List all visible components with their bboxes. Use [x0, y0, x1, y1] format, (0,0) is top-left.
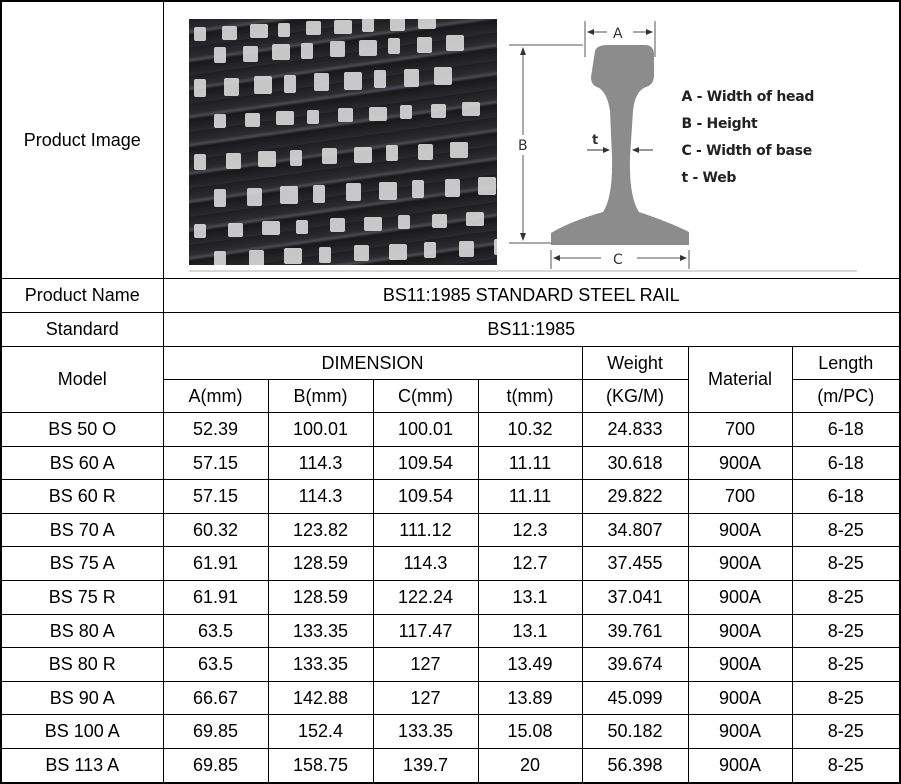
rail-end-highlight — [354, 147, 372, 163]
dim-label-t: t — [591, 133, 598, 148]
model-cell: BS 80 R — [1, 648, 163, 682]
dim-b-cell: 128.59 — [268, 547, 373, 581]
weight-cell: 29.822 — [582, 480, 688, 514]
length-cell: 8-25 — [792, 715, 900, 749]
length-cell: 8-25 — [792, 681, 900, 715]
rail-end-highlight — [222, 26, 237, 40]
model-cell: BS 113 A — [1, 748, 163, 782]
rail-end-highlight — [278, 23, 290, 37]
diagram-legend — [682, 84, 815, 192]
dim-a-cell: 57.15 — [163, 480, 268, 514]
rail-end-highlight — [412, 180, 424, 198]
length-cell: 8-25 — [792, 748, 900, 782]
dim-b-cell: 152.4 — [268, 715, 373, 749]
table-row — [1, 480, 900, 514]
rail-end-highlight — [194, 224, 206, 238]
rail-end-highlight — [334, 20, 352, 34]
rail-end-highlight — [284, 75, 296, 93]
rail-end-highlight — [466, 212, 484, 226]
dim-a-cell: 66.67 — [163, 681, 268, 715]
table-row — [1, 715, 900, 749]
dim-b-cell: 100.01 — [268, 413, 373, 447]
rail-end-highlight — [338, 108, 353, 122]
header-row-1 — [1, 347, 900, 380]
dim-t-cell: 13.89 — [478, 681, 582, 715]
dim-c-cell: 127 — [373, 681, 478, 715]
weight-cell: 56.398 — [582, 748, 688, 782]
model-cell: BS 75 A — [1, 547, 163, 581]
rail-end-highlight — [247, 188, 262, 206]
material-cell: 700 — [688, 480, 792, 514]
dim-b-cell: 158.75 — [268, 748, 373, 782]
rail-end-highlight — [249, 250, 264, 266]
dim-a-cell: 52.39 — [163, 413, 268, 447]
material-cell: 900A — [688, 580, 792, 614]
table-row — [1, 580, 900, 614]
product-name-row — [1, 279, 900, 313]
rail-end-highlight — [243, 46, 258, 62]
table-row — [1, 547, 900, 581]
table-row — [1, 748, 900, 782]
rail-end-highlight — [194, 154, 206, 170]
table-row — [1, 413, 900, 447]
weight-cell: 37.041 — [582, 580, 688, 614]
dim-c-cell: 111.12 — [373, 513, 478, 547]
weight-header: Weight — [582, 347, 688, 380]
rail-end-highlight — [369, 107, 387, 121]
product-image-cell — [163, 1, 900, 279]
dimension-header: DIMENSION — [163, 347, 582, 380]
rail-end-highlight — [307, 110, 319, 124]
rail-end-highlight — [314, 73, 329, 91]
dim-b-cell: 123.82 — [268, 513, 373, 547]
dim-a-cell: 60.32 — [163, 513, 268, 547]
weight-unit-header: (KG/M) — [582, 380, 688, 413]
rail-end-highlight — [432, 214, 447, 228]
rail-end-highlight — [404, 69, 419, 87]
rail-end-highlight — [322, 148, 337, 164]
dim-a-cell: 57.15 — [163, 446, 268, 480]
legend-item-t: t - Web — [681, 170, 737, 186]
material-cell: 900A — [688, 614, 792, 648]
weight-cell: 45.099 — [582, 681, 688, 715]
dim-c-cell: 127 — [373, 648, 478, 682]
rail-profile-shape — [551, 45, 689, 245]
model-header: Model — [1, 347, 163, 413]
rail-end-highlight — [214, 251, 226, 265]
length-cell: 8-25 — [792, 547, 900, 581]
model-cell: BS 60 A — [1, 446, 163, 480]
rail-end-highlight — [194, 27, 206, 41]
rail-end-highlight — [296, 220, 308, 234]
rail-end-highlight — [290, 150, 302, 166]
weight-cell: 39.761 — [582, 614, 688, 648]
dim-c-header: C(mm) — [373, 380, 478, 413]
model-cell: BS 90 A — [1, 681, 163, 715]
rail-end-highlight — [284, 248, 302, 264]
dim-b-cell: 133.35 — [268, 648, 373, 682]
rail-end-highlight — [272, 44, 290, 60]
rail-end-highlight — [359, 40, 377, 56]
length-cell: 6-18 — [792, 446, 900, 480]
rail-end-highlight — [214, 189, 226, 207]
standard-label: Standard — [1, 313, 163, 347]
dim-a-cell: 69.85 — [163, 748, 268, 782]
dim-t-cell: 12.7 — [478, 547, 582, 581]
legend-item-c: C - Width of base — [681, 143, 812, 159]
dim-c-cell: 133.35 — [373, 715, 478, 749]
table-row — [1, 446, 900, 480]
dim-label-a: A — [612, 26, 623, 42]
dim-t-cell: 13.49 — [478, 648, 582, 682]
dim-c-cell: 100.01 — [373, 413, 478, 447]
dim-a-header: A(mm) — [163, 380, 268, 413]
rail-end-highlight — [362, 19, 374, 32]
dim-b-cell: 128.59 — [268, 580, 373, 614]
weight-cell: 30.618 — [582, 446, 688, 480]
rail-end-highlight — [319, 247, 331, 263]
material-cell: 900A — [688, 547, 792, 581]
dim-t-cell: 20 — [478, 748, 582, 782]
rail-end-highlight — [379, 182, 397, 200]
rail-end-highlight — [313, 185, 325, 203]
dim-a-cell: 63.5 — [163, 614, 268, 648]
rail-end-highlight — [346, 183, 361, 201]
rail-end-highlight — [344, 72, 362, 90]
dim-c-cell: 139.7 — [373, 748, 478, 782]
model-cell: BS 75 R — [1, 580, 163, 614]
rail-end-highlight — [258, 151, 276, 167]
rail-end-highlight — [224, 78, 239, 96]
material-cell: 900A — [688, 446, 792, 480]
standard-row — [1, 313, 900, 347]
weight-cell: 34.807 — [582, 513, 688, 547]
dim-b-header: B(mm) — [268, 380, 373, 413]
product-image-label: Product Image — [1, 1, 163, 279]
standard-value: BS11:1985 — [163, 313, 900, 347]
model-cell: BS 50 O — [1, 413, 163, 447]
legend-item-a: A - Width of head — [681, 89, 815, 105]
material-cell: 900A — [688, 648, 792, 682]
rail-end-highlight — [400, 105, 412, 119]
rail-end-highlight — [386, 145, 398, 161]
rail-end-highlight — [254, 76, 272, 94]
rail-end-highlight — [330, 41, 345, 57]
rail-end-highlight — [301, 43, 313, 59]
weight-cell: 50.182 — [582, 715, 688, 749]
rail-end-highlight — [494, 239, 497, 255]
rail-end-highlight — [389, 244, 407, 260]
weight-cell: 39.674 — [582, 648, 688, 682]
rail-end-highlight — [364, 217, 382, 231]
dim-a-cell: 61.91 — [163, 547, 268, 581]
rail-end-highlight — [418, 19, 436, 29]
rail-end-highlight — [445, 179, 460, 197]
material-cell: 700 — [688, 413, 792, 447]
rail-end-highlight — [330, 218, 345, 232]
rail-end-highlight — [431, 104, 446, 118]
table-row — [1, 648, 900, 682]
dim-c-cell: 109.54 — [373, 446, 478, 480]
table-row — [1, 681, 900, 715]
rail-end-highlight — [398, 215, 410, 229]
rail-end-highlight — [226, 153, 241, 169]
rail-end-highlight — [194, 79, 206, 97]
dim-t-cell: 10.32 — [478, 413, 582, 447]
product-image-row — [1, 1, 900, 279]
model-cell: BS 60 R — [1, 480, 163, 514]
weight-cell: 37.455 — [582, 547, 688, 581]
model-cell: BS 100 A — [1, 715, 163, 749]
dim-b-cell: 133.35 — [268, 614, 373, 648]
length-cell: 8-25 — [792, 614, 900, 648]
rail-end-highlight — [214, 47, 226, 63]
rail-end-highlight — [276, 111, 294, 125]
rail-end-highlight — [250, 24, 268, 38]
length-cell: 6-18 — [792, 413, 900, 447]
dim-t-header: t(mm) — [478, 380, 582, 413]
rail-end-highlight — [418, 144, 433, 160]
length-cell: 6-18 — [792, 480, 900, 514]
dim-b-cell: 114.3 — [268, 446, 373, 480]
rail-end-highlight — [374, 70, 386, 88]
dim-label-b: B — [517, 138, 528, 154]
rail-end-highlight — [462, 102, 480, 116]
length-unit-header: (m/PC) — [792, 380, 900, 413]
dim-b-cell: 142.88 — [268, 681, 373, 715]
length-header: Length — [792, 347, 900, 380]
model-cell: BS 70 A — [1, 513, 163, 547]
length-cell: 8-25 — [792, 580, 900, 614]
rail-end-highlight — [245, 113, 260, 127]
rail-end-highlight — [450, 142, 468, 158]
dim-t-cell: 13.1 — [478, 614, 582, 648]
image-divider — [189, 270, 857, 272]
rail-end-highlight — [228, 223, 243, 237]
rail-end-highlight — [306, 21, 321, 35]
dim-a-cell: 61.91 — [163, 580, 268, 614]
rail-end-highlight — [478, 177, 496, 195]
rail-end-highlight — [434, 67, 452, 85]
rail-end-highlight — [214, 114, 226, 128]
rail-end-highlight — [424, 242, 436, 258]
dim-t-cell: 11.11 — [478, 480, 582, 514]
dim-a-cell: 69.85 — [163, 715, 268, 749]
table-row — [1, 513, 900, 547]
rail-end-highlight — [459, 241, 474, 257]
rail-end-highlight — [417, 37, 432, 53]
dim-c-cell: 109.54 — [373, 480, 478, 514]
legend-item-b: B - Height — [681, 116, 758, 132]
length-cell: 8-25 — [792, 513, 900, 547]
dim-t-cell: 11.11 — [478, 446, 582, 480]
length-cell: 8-25 — [792, 648, 900, 682]
dim-c-cell: 117.47 — [373, 614, 478, 648]
dim-c-cell: 122.24 — [373, 580, 478, 614]
model-cell: BS 80 A — [1, 614, 163, 648]
material-header: Material — [688, 347, 792, 413]
dim-label-c: C — [612, 252, 623, 268]
dim-t-cell: 12.3 — [478, 513, 582, 547]
material-cell: 900A — [688, 748, 792, 782]
table-row — [1, 614, 900, 648]
rail-end-highlight — [390, 19, 405, 31]
product-name-value: BS11:1985 STANDARD STEEL RAIL — [163, 279, 900, 313]
dim-a-cell: 63.5 — [163, 648, 268, 682]
rail-end-highlight — [446, 35, 464, 51]
dim-t-cell: 15.08 — [478, 715, 582, 749]
rail-end-highlight — [262, 221, 280, 235]
dim-t-cell: 13.1 — [478, 580, 582, 614]
material-cell: 900A — [688, 513, 792, 547]
steel-rails-photo — [189, 19, 497, 265]
rail-end-highlight — [280, 186, 298, 204]
product-name-label: Product Name — [1, 279, 163, 313]
material-cell: 900A — [688, 681, 792, 715]
dim-c-cell: 114.3 — [373, 547, 478, 581]
rail-end-highlight — [388, 38, 400, 54]
rail-end-highlight — [354, 245, 369, 261]
dim-b-cell: 114.3 — [268, 480, 373, 514]
material-cell: 900A — [688, 715, 792, 749]
weight-cell: 24.833 — [582, 413, 688, 447]
